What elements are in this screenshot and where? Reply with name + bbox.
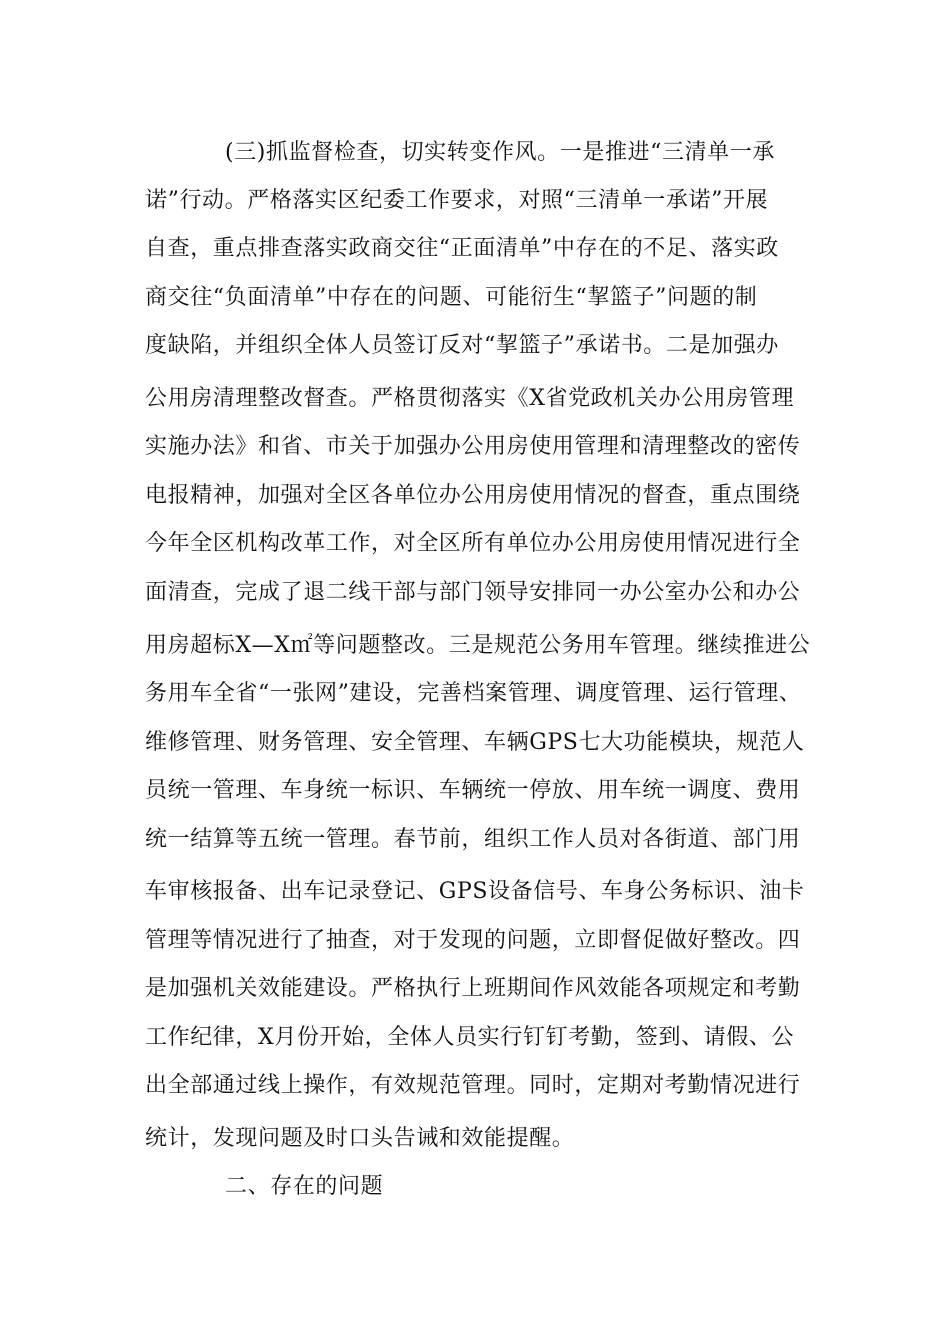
paragraph-line: 统一结算等五统一管理。春节前，组织工作人员对各街道、部门用 [145,827,801,852]
paragraph-line: 公用房清理整改督查。严格贯彻落实《X省党政机关办公用房管理 [145,386,795,411]
paragraph-line: 是加强机关效能建设。严格执行上班期间作风效能各项规定和考勤 [145,976,801,1001]
paragraph-line: 维修管理、财务管理、安全管理、车辆GPS七大功能模块，规范人 [145,730,805,755]
paragraph-line: 工作纪律，X月份开始，全体人员实行钉钉考勤，签到、请假、公 [145,1025,795,1050]
paragraph-line: 务用车全省“一张网”建设，完善档案管理、调度管理、运行管理、 [145,681,802,706]
paragraph-line: 面清查，完成了退二线干部与部门领导安排同一办公室办公和办公 [145,580,801,605]
paragraph-line: 用房超标X—X㎡等问题整改。三是规范公务用车管理。继续推进公 [145,633,811,658]
paragraph-line: 自查，重点排查落实政商交往“正面清单”中存在的不足、落实政 [145,236,779,261]
paragraph-line: 管理等情况进行了抽查，对于发现的问题，立即督促做好整改。四 [145,928,801,953]
paragraph-line: 诺”行动。严格落实区纪委工作要求，对照“三清单一承诺”开展 [145,188,769,213]
paragraph-line: 统计，发现问题及时口头告诫和效能提醒。 [145,1126,575,1151]
paragraph-line: 车审核报备、出车记录登记、GPS设备信号、车身公务标识、油卡 [145,879,805,904]
paragraph-line: (三)抓监督检查，切实转变作风。一是推进“三清单一承 [225,140,776,165]
section-heading: 二、存在的问题 [225,1174,384,1199]
paragraph-line: 实施办法》和省、市关于加强办公用房使用管理和清理整改的密传 [145,434,801,459]
paragraph-line: 出全部通过线上操作，有效规范管理。同时，定期对考勤情况进行 [145,1073,801,1098]
paragraph-line: 员统一管理、车身统一标识、车辆统一停放、用车统一调度、费用 [145,778,801,803]
paragraph-line: 今年全区机构改革工作，对全区所有单位办公用房使用情况进行全 [145,531,801,556]
paragraph-line: 度缺陷，并组织全体人员签订反对“挈篮子”承诺书。二是加强办 [145,333,779,358]
paragraph-line: 电报精神，加强对全区各单位办公用房使用情况的督查，重点围绕 [145,483,801,508]
paragraph-line: 商交往“负面清单”中存在的问题、可能衍生“挈篮子”问题的制 [145,285,758,310]
